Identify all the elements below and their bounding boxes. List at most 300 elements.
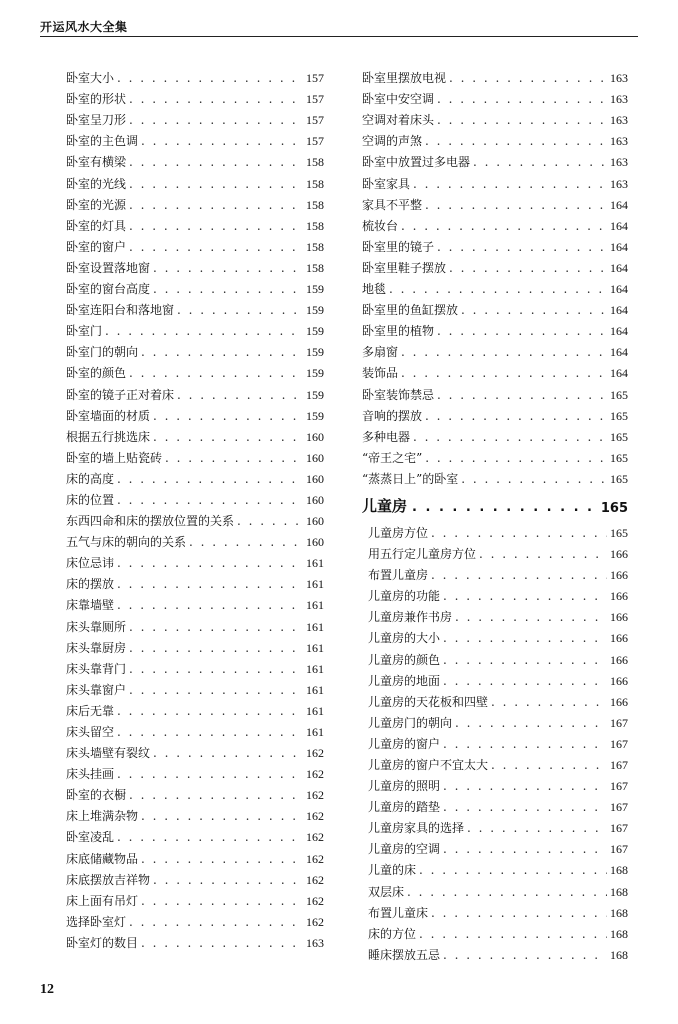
dot-leader bbox=[407, 885, 607, 899]
dot-leader bbox=[141, 852, 303, 866]
entry-title: 卧室的镜子正对着床 bbox=[66, 387, 175, 402]
header-rule bbox=[40, 36, 638, 37]
entry-page: 167 bbox=[610, 715, 628, 730]
entry-title: 床靠墙壁 bbox=[66, 598, 115, 613]
entry-title: 地毯 bbox=[362, 282, 387, 297]
toc-entry bbox=[362, 793, 628, 814]
entry-title: 儿童房的窗户 bbox=[368, 736, 441, 751]
toc-entry bbox=[66, 127, 324, 148]
dot-leader bbox=[117, 830, 303, 844]
dot-leader bbox=[141, 809, 303, 823]
toc-entry bbox=[362, 751, 628, 772]
dot-leader bbox=[425, 198, 607, 212]
entry-page: 164 bbox=[610, 366, 628, 381]
entry-title: 卧室里摆放电视 bbox=[362, 71, 447, 86]
entry-page: 159 bbox=[306, 408, 324, 423]
entry-page: 160 bbox=[306, 492, 324, 507]
entry-title: 卧室连阳台和落地窗 bbox=[66, 303, 175, 318]
dot-leader bbox=[425, 409, 607, 423]
dot-leader bbox=[425, 451, 607, 465]
dot-leader bbox=[177, 303, 303, 317]
toc-entry bbox=[362, 772, 628, 793]
dot-leader bbox=[129, 915, 303, 929]
toc-right-top-list bbox=[362, 64, 628, 486]
toc-entry bbox=[362, 582, 628, 603]
entry-page: 167 bbox=[610, 842, 628, 857]
entry-title: “蒸蒸日上”的卧室 bbox=[362, 471, 459, 486]
entry-page: 157 bbox=[306, 134, 324, 149]
entry-page: 163 bbox=[610, 71, 628, 86]
dot-leader bbox=[153, 746, 303, 760]
dot-leader bbox=[141, 894, 303, 908]
entry-page: 157 bbox=[306, 92, 324, 107]
entry-title: 卧室门的朝向 bbox=[66, 345, 139, 360]
dot-leader bbox=[461, 472, 607, 486]
entry-page: 158 bbox=[306, 155, 324, 170]
dot-leader bbox=[117, 704, 303, 718]
dot-leader bbox=[413, 430, 607, 444]
entry-page: 159 bbox=[306, 345, 324, 360]
toc-entry bbox=[362, 603, 628, 624]
dot-leader bbox=[413, 177, 607, 191]
entry-page: 164 bbox=[610, 345, 628, 360]
entry-title: 五气与床的朝向的关系 bbox=[66, 535, 187, 550]
dot-leader bbox=[129, 177, 303, 191]
dot-leader bbox=[389, 282, 607, 296]
entry-title: 床后无靠 bbox=[66, 703, 115, 718]
entry-title: 床头靠背门 bbox=[66, 661, 127, 676]
dot-leader bbox=[431, 906, 607, 920]
toc-entry bbox=[362, 191, 628, 212]
toc-entry bbox=[66, 423, 324, 444]
dot-leader bbox=[153, 282, 303, 296]
entry-page: 162 bbox=[306, 914, 324, 929]
section-title: 儿童房 bbox=[362, 496, 408, 515]
toc-entry bbox=[362, 730, 628, 751]
entry-page: 167 bbox=[610, 736, 628, 751]
entry-title: 卧室的形状 bbox=[66, 92, 127, 107]
entry-page: 159 bbox=[306, 282, 324, 297]
toc-entry bbox=[66, 486, 324, 507]
entry-page: 163 bbox=[610, 155, 628, 170]
entry-title: 卧室的主色调 bbox=[66, 134, 139, 149]
entry-title: 儿童房的功能 bbox=[368, 589, 441, 604]
entry-title: 床底储藏物品 bbox=[66, 851, 139, 866]
toc-entry bbox=[66, 908, 324, 929]
entry-title: 卧室的光源 bbox=[66, 197, 127, 212]
toc-entry bbox=[362, 233, 628, 254]
toc-entry bbox=[66, 169, 324, 190]
entry-title: 儿童房的地面 bbox=[368, 673, 441, 688]
dot-leader bbox=[141, 936, 303, 950]
entry-page: 161 bbox=[306, 556, 324, 571]
entry-page: 167 bbox=[610, 758, 628, 772]
toc-entry bbox=[362, 941, 628, 962]
toc-entry bbox=[362, 561, 628, 582]
dot-leader bbox=[117, 556, 303, 570]
toc-left-column bbox=[66, 64, 324, 950]
entry-title: 空调对着床头 bbox=[362, 113, 435, 128]
toc-entry bbox=[66, 781, 324, 802]
entry-page: 165 bbox=[610, 429, 628, 444]
entry-page: 162 bbox=[306, 893, 324, 908]
toc-entry bbox=[66, 549, 324, 570]
section-page: 165 bbox=[600, 500, 628, 516]
entry-title: 儿童房的窗户不宜太大 bbox=[368, 758, 489, 772]
toc-section-heading bbox=[362, 488, 628, 516]
entry-page: 161 bbox=[306, 703, 324, 718]
entry-title: 儿童房的大小 bbox=[368, 631, 441, 646]
toc-entry bbox=[66, 338, 324, 359]
toc-entry bbox=[66, 507, 324, 528]
toc-entry bbox=[362, 645, 628, 666]
entry-title: 床头靠厨房 bbox=[66, 640, 127, 655]
toc-entry bbox=[66, 444, 324, 465]
entry-title: 床的摆放 bbox=[66, 577, 115, 592]
entry-title: 卧室装饰禁忌 bbox=[362, 387, 435, 402]
entry-page: 164 bbox=[610, 260, 628, 275]
dot-leader bbox=[443, 631, 607, 645]
dot-leader bbox=[419, 927, 607, 941]
entry-title: 卧室的衣橱 bbox=[66, 788, 127, 803]
entry-page: 168 bbox=[610, 863, 628, 878]
entry-page: 161 bbox=[306, 619, 324, 634]
toc-entry bbox=[66, 85, 324, 106]
dot-leader bbox=[117, 472, 303, 486]
entry-page: 158 bbox=[306, 197, 324, 212]
dot-leader bbox=[129, 198, 303, 212]
entry-page: 161 bbox=[306, 598, 324, 613]
entry-title: “帝王之宅” bbox=[362, 450, 423, 465]
entry-page: 159 bbox=[306, 366, 324, 381]
entry-page: 160 bbox=[306, 535, 324, 550]
entry-title: 卧室大小 bbox=[66, 71, 115, 86]
toc-entry bbox=[66, 317, 324, 338]
entry-page: 160 bbox=[306, 514, 324, 529]
entry-page: 166 bbox=[610, 547, 628, 562]
toc-entry bbox=[362, 296, 628, 317]
toc-entry bbox=[362, 899, 628, 920]
toc-entry bbox=[362, 624, 628, 645]
entry-title: 儿童房的踏垫 bbox=[368, 800, 441, 815]
toc-entry bbox=[362, 148, 628, 169]
entry-title: 儿童房门的朝向 bbox=[368, 715, 453, 730]
entry-title: 卧室家具 bbox=[362, 176, 411, 191]
dot-leader bbox=[443, 589, 607, 603]
toc-entry bbox=[362, 709, 628, 730]
toc-entry bbox=[362, 106, 628, 127]
entry-page: 160 bbox=[306, 429, 324, 444]
entry-title: 卧室呈刀形 bbox=[66, 113, 127, 128]
entry-page: 162 bbox=[306, 851, 324, 866]
dot-leader bbox=[117, 598, 303, 612]
toc-entry bbox=[66, 823, 324, 844]
dot-leader bbox=[449, 71, 607, 85]
entry-page: 159 bbox=[306, 387, 324, 402]
entry-page: 163 bbox=[610, 113, 628, 128]
entry-title: 睡床摆放五忌 bbox=[368, 947, 441, 962]
toc-entry bbox=[362, 423, 628, 444]
entry-title: 音响的摆放 bbox=[362, 408, 423, 423]
dot-leader bbox=[479, 547, 607, 561]
toc-entry bbox=[362, 814, 628, 835]
dot-leader bbox=[443, 674, 607, 688]
toc-entry bbox=[66, 465, 324, 486]
entry-page: 163 bbox=[610, 92, 628, 107]
dot-leader bbox=[129, 788, 303, 802]
entry-title: 床的高度 bbox=[66, 471, 115, 486]
dot-leader bbox=[117, 493, 303, 507]
toc-entry bbox=[66, 634, 324, 655]
entry-title: 卧室凌乱 bbox=[66, 830, 115, 845]
toc-entry bbox=[362, 127, 628, 148]
dot-leader bbox=[425, 134, 607, 148]
entry-page: 163 bbox=[306, 935, 324, 950]
dot-leader bbox=[431, 526, 607, 540]
entry-title: 卧室里的镜子 bbox=[362, 239, 435, 254]
entry-title: 卧室门 bbox=[66, 324, 103, 339]
toc-entry bbox=[66, 570, 324, 591]
entry-title: 多扇窗 bbox=[362, 345, 399, 360]
entry-title: 家具不平整 bbox=[362, 197, 423, 212]
entry-page: 162 bbox=[306, 809, 324, 824]
dot-leader bbox=[473, 155, 607, 169]
dot-leader bbox=[443, 842, 607, 856]
toc-entry bbox=[66, 380, 324, 401]
toc-entry bbox=[362, 359, 628, 380]
entry-title: 卧室中放置过多电器 bbox=[362, 155, 471, 170]
toc-section-list bbox=[362, 519, 628, 962]
entry-title: 东西四命和床的摆放位置的关系 bbox=[66, 514, 235, 529]
entry-page: 168 bbox=[610, 884, 628, 899]
toc-entry bbox=[66, 106, 324, 127]
entry-title: 卧室灯的数目 bbox=[66, 935, 139, 950]
entry-page: 164 bbox=[610, 239, 628, 254]
toc-entry bbox=[66, 591, 324, 612]
dot-leader bbox=[401, 219, 607, 233]
entry-title: 儿童的床 bbox=[368, 863, 417, 878]
toc-entry bbox=[362, 169, 628, 190]
toc-entry bbox=[66, 697, 324, 718]
entry-title: 儿童房的照明 bbox=[368, 779, 441, 794]
entry-title: 卧室里的鱼缸摆放 bbox=[362, 303, 459, 318]
entry-title: 床位忌讳 bbox=[66, 556, 115, 571]
dot-leader bbox=[437, 324, 607, 338]
entry-title: 儿童房的空调 bbox=[368, 842, 441, 857]
toc-entry bbox=[66, 802, 324, 823]
dot-leader bbox=[153, 261, 303, 275]
toc-entry bbox=[66, 64, 324, 85]
entry-title: 卧室的灯具 bbox=[66, 218, 127, 233]
dot-leader bbox=[129, 240, 303, 254]
toc-entry bbox=[362, 856, 628, 877]
dot-leader bbox=[443, 948, 607, 962]
entry-title: 儿童房方位 bbox=[368, 525, 429, 540]
entry-page: 164 bbox=[610, 218, 628, 233]
toc-entry bbox=[362, 254, 628, 275]
entry-title: 床的位置 bbox=[66, 492, 115, 507]
entry-title: 床头靠厕所 bbox=[66, 619, 127, 634]
dot-leader bbox=[141, 345, 303, 359]
entry-title: 卧室的颜色 bbox=[66, 366, 127, 381]
entry-page: 165 bbox=[610, 471, 628, 486]
entry-title: 根据五行挑选床 bbox=[66, 429, 151, 444]
entry-title: 卧室墙面的材质 bbox=[66, 408, 151, 423]
dot-leader bbox=[129, 113, 303, 127]
dot-leader bbox=[443, 653, 607, 667]
running-header: 开运风水大全集 bbox=[40, 20, 128, 34]
toc-entry bbox=[362, 85, 628, 106]
entry-title: 梳妆台 bbox=[362, 218, 399, 233]
entry-title: 床的方位 bbox=[368, 926, 417, 941]
entry-page: 166 bbox=[610, 610, 628, 625]
dot-leader bbox=[117, 725, 303, 739]
entry-page: 164 bbox=[610, 197, 628, 212]
toc-entry bbox=[66, 760, 324, 781]
toc-entry bbox=[66, 254, 324, 275]
dot-leader bbox=[105, 324, 303, 338]
dot-leader bbox=[437, 388, 607, 402]
dot-leader bbox=[165, 451, 303, 465]
entry-title: 卧室的窗户 bbox=[66, 239, 127, 254]
entry-page: 167 bbox=[610, 821, 628, 836]
entry-title: 卧室里鞋子摆放 bbox=[362, 260, 447, 275]
dot-leader bbox=[419, 863, 607, 877]
toc-entry bbox=[362, 688, 628, 709]
toc-entry bbox=[362, 877, 628, 898]
entry-title: 空调的声煞 bbox=[362, 134, 423, 149]
dot-leader bbox=[129, 92, 303, 106]
entry-page: 168 bbox=[610, 947, 628, 962]
entry-title: 卧室的窗台高度 bbox=[66, 282, 151, 297]
toc-entry bbox=[362, 540, 628, 561]
entry-page: 158 bbox=[306, 239, 324, 254]
entry-page: 164 bbox=[610, 282, 628, 297]
entry-title: 床底摆放吉祥物 bbox=[66, 872, 151, 887]
entry-page: 161 bbox=[306, 661, 324, 676]
dot-leader bbox=[129, 620, 303, 634]
toc-entry bbox=[66, 296, 324, 317]
dot-leader bbox=[117, 767, 303, 781]
toc-entry bbox=[66, 718, 324, 739]
entry-page: 162 bbox=[306, 767, 324, 782]
entry-page: 167 bbox=[610, 779, 628, 794]
entry-page: 161 bbox=[306, 682, 324, 697]
entry-title: 装饰品 bbox=[362, 366, 399, 381]
toc-entry bbox=[66, 233, 324, 254]
toc-entry bbox=[66, 676, 324, 697]
entry-title: 卧室中安空调 bbox=[362, 92, 435, 107]
entry-page: 161 bbox=[306, 577, 324, 592]
dot-leader bbox=[153, 430, 303, 444]
entry-title: 床头留空 bbox=[66, 725, 115, 739]
toc-entry bbox=[66, 866, 324, 887]
dot-leader bbox=[443, 737, 607, 751]
dot-leader bbox=[129, 683, 303, 697]
dot-leader bbox=[455, 716, 607, 730]
entry-page: 166 bbox=[610, 673, 628, 688]
toc-entry bbox=[362, 64, 628, 85]
toc-entry bbox=[362, 380, 628, 401]
entry-page: 161 bbox=[306, 640, 324, 655]
entry-page: 166 bbox=[610, 694, 628, 709]
dot-leader bbox=[455, 610, 607, 624]
entry-page: 165 bbox=[610, 525, 628, 540]
entry-page: 163 bbox=[610, 134, 628, 149]
entry-title: 儿童房兼作书房 bbox=[368, 610, 453, 625]
toc-entry bbox=[66, 528, 324, 549]
entry-title: 卧室有横梁 bbox=[66, 155, 127, 170]
dot-leader bbox=[129, 662, 303, 676]
dot-leader bbox=[437, 92, 607, 106]
entry-page: 159 bbox=[306, 324, 324, 339]
entry-page: 165 bbox=[610, 387, 628, 402]
entry-page: 166 bbox=[610, 631, 628, 646]
toc-entry bbox=[66, 212, 324, 233]
dot-leader bbox=[129, 366, 303, 380]
toc-entry bbox=[66, 612, 324, 633]
entry-page: 161 bbox=[306, 725, 324, 739]
entry-title: 选择卧室灯 bbox=[66, 914, 127, 929]
dot-leader bbox=[129, 641, 303, 655]
toc-entry bbox=[362, 338, 628, 359]
entry-title: 床上堆满杂物 bbox=[66, 809, 139, 824]
entry-page: 158 bbox=[306, 176, 324, 191]
toc-entry bbox=[362, 402, 628, 423]
dot-leader bbox=[401, 345, 607, 359]
entry-title: 卧室设置落地窗 bbox=[66, 260, 151, 275]
toc-entry bbox=[362, 835, 628, 856]
entry-page: 166 bbox=[610, 568, 628, 583]
entry-page: 160 bbox=[306, 450, 324, 465]
entry-page: 162 bbox=[306, 830, 324, 845]
dot-leader bbox=[412, 500, 596, 516]
dot-leader bbox=[153, 873, 303, 887]
entry-page: 168 bbox=[610, 926, 628, 941]
toc-entry bbox=[66, 402, 324, 423]
entry-page: 157 bbox=[306, 113, 324, 128]
entry-page: 160 bbox=[306, 471, 324, 486]
dot-leader bbox=[467, 821, 607, 835]
entry-title: 双层床 bbox=[368, 884, 405, 899]
page-number: 12 bbox=[40, 982, 54, 997]
entry-page: 162 bbox=[306, 746, 324, 761]
entry-title: 床头靠窗户 bbox=[66, 682, 127, 697]
toc-right-column bbox=[362, 64, 628, 962]
entry-page: 166 bbox=[610, 589, 628, 604]
toc-entry bbox=[362, 317, 628, 338]
dot-leader bbox=[117, 577, 303, 591]
entry-title: 用五行定儿童房方位 bbox=[368, 547, 477, 562]
toc-entry bbox=[66, 739, 324, 760]
toc-entry bbox=[66, 887, 324, 908]
entry-title: 儿童房家具的选择 bbox=[368, 821, 465, 836]
dot-leader bbox=[129, 155, 303, 169]
entry-page: 162 bbox=[306, 872, 324, 887]
toc-entry bbox=[66, 844, 324, 865]
dot-leader bbox=[141, 134, 303, 148]
entry-page: 164 bbox=[610, 303, 628, 318]
dot-leader bbox=[449, 261, 607, 275]
toc-entry bbox=[362, 465, 628, 486]
dot-leader bbox=[129, 219, 303, 233]
dot-leader bbox=[117, 71, 303, 85]
entry-title: 床头墙壁有裂纹 bbox=[66, 746, 151, 761]
dot-leader bbox=[443, 779, 607, 793]
entry-page: 167 bbox=[610, 800, 628, 815]
toc-entry bbox=[362, 667, 628, 688]
dot-leader bbox=[491, 695, 607, 709]
